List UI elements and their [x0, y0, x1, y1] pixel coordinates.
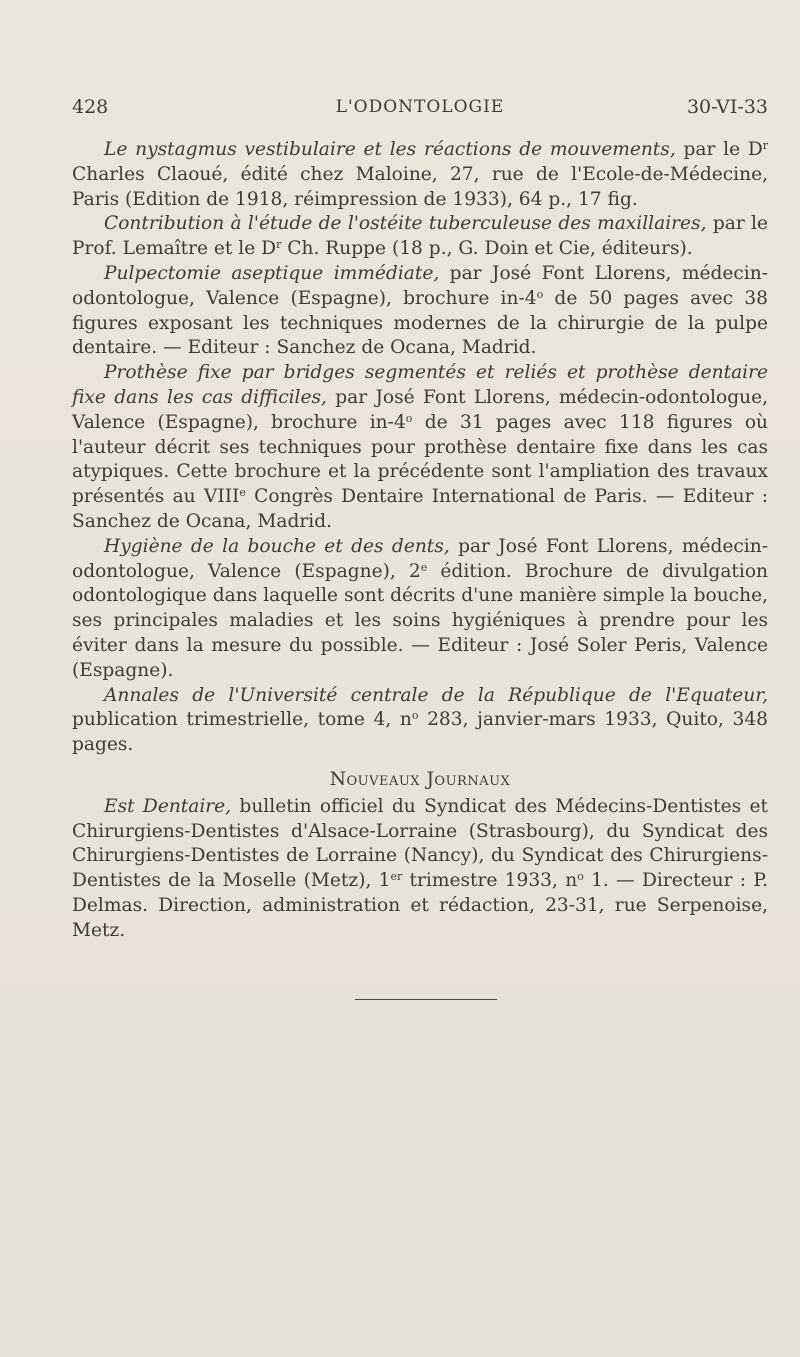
bibliography-entry: Hygiène de la bouche et des dents, par José Font Llorens, médecin-odontologue, Valence (Espagne), 2e édition. Brochure de divulgation odontologique dans laquelle sont décrits d'une manière simple la bouche, ses principales maladies et les soins hygiéniques à prendre pour les éviter dans la mesure du possible. — Editeur : José Soler Peris, Valence (Espagne).: [72, 535, 768, 681]
section-heading: Nouveaux Journaux: [329, 768, 511, 790]
entry-title: Le nystagmus vestibulaire et les réactions de mouvements,: [104, 139, 676, 160]
entry-title: Pulpectomie aseptique immédiate,: [104, 262, 440, 284]
bibliography-entry: Annales de l'Université centrale de la République de l'Equateur, publication trimestrielle, tome 4, $n^o$ 283, janvier-mars 1933, Quito, 348 pages.: [72, 684, 768, 756]
bibliography-entry: Contribution à l'étude de l'ostéite tuberculeuse des maxillaires, par le Prof. Lemaître et le $D^r$ Ch. Ruppe (18 p., G. Doin et Cie, éditeurs).: [72, 213, 768, 260]
running-header: [72, 94, 768, 120]
issue-date: 30-VI-33: [686, 96, 768, 118]
bibliography-entry: Pulpectomie aseptique immédiate, par José Font Llorens, médecin-odontologue, Valence (Espagne), brochure in-4$^o$ de 50 pages avec 38 figures exposant les techniques modernes de la chirurgie de la pulpe dentaire. — Editeur : Sanchez de Ocana, Madrid.: [72, 262, 768, 359]
page-body: [72, 138, 768, 944]
page-number: 428: [72, 96, 109, 118]
journal-entry: Est Dentaire, bulletin officiel du Syndicat des Médecins-Dentistes et Chirurgiens-Dentistes d'Alsace-Lorraine (Strasbourg), du Syndicat des Chirurgiens-Dentistes de Lorraine (Nancy), du Syndicat des Chirurgiens-Dentistes de la Moselle (Metz), 1er trimestre 1933, $n^o$ 1. — Directeur : P. Delmas. Direction, administration et rédaction, 23-31, rue Serpenoise, Metz.: [72, 795, 768, 941]
bibliography-entry: Prothèse fixe par bridges segmentés et reliés et prothèse dentaire fixe dans les cas difficiles, par José Font Llorens, médecin-odontologue, Valence (Espagne), brochure in-4$^o$ de 31 pages avec 118 figures où l'auteur décrit ses techniques pour prothèse dentaire fixe dans les cas atypiques. Cette brochure et la précédente sont l'ampliation des travaux présentés au VIIIe Congrès Dentaire International de Paris. — Editeur : Sanchez de Ocana, Madrid.: [72, 362, 768, 532]
entry-title: Annales de l'Université centrale de la République de l'Equateur,: [104, 684, 768, 706]
bibliography-entry: Le nystagmus vestibulaire et les réactions de mouvements, par le $D^r$ Charles Claoué, édité chez Maloine, 27, rue de l'Ecole-de-Médecine, Paris (Edition de 1918, réimpression de 1933), 64 p., 17 fig.: [72, 139, 769, 210]
journal-title: L'ODONTOLOGIE: [335, 97, 505, 117]
entry-title: Est Dentaire,: [104, 795, 232, 817]
section-divider: [355, 999, 497, 1000]
entry-title: Prothèse fixe par bridges segmentés et reliés et prothèse dentaire fixe dans les cas difficiles,: [72, 362, 768, 408]
entry-title: Hygiène de la bouche et des dents,: [104, 535, 450, 557]
entry-title: Contribution à l'étude de l'ostéite tuberculeuse des maxillaires,: [104, 213, 707, 235]
